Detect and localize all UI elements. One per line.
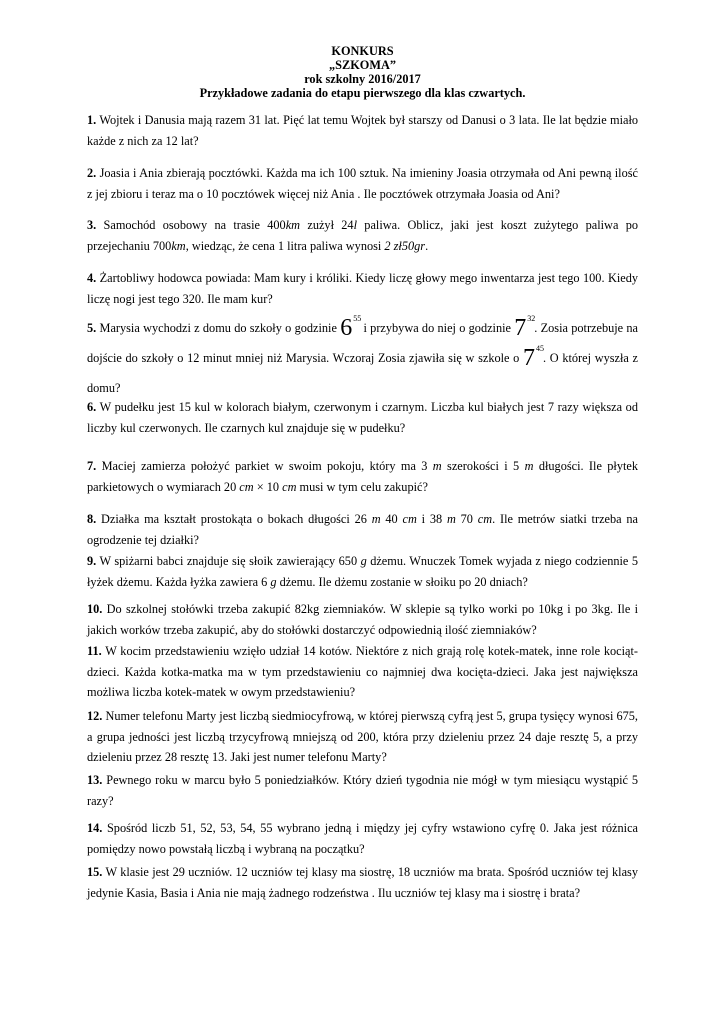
task-15 [87, 862, 638, 903]
task-10 [87, 599, 638, 640]
task-2 [87, 163, 638, 204]
task-6 [87, 397, 638, 438]
task-text: Pewnego roku w marcu było 5 poniedziałków. Który dzień tygodnia nie mógł w tym miesiącu wystąpić 5 razy? [87, 773, 638, 808]
task-text: W kocim przedstawieniu wzięło udział 14 kotów. Niektóre z nich grają rolę kotek-matek, inne role kociąt-dzieci. Każda kotka-matka ma w tym przedstawieniu co najmniej dwa kocięta-dzieci. Jaka jest największa możliwa liczba kotek-matek w owym przedstawieniu? [87, 644, 638, 699]
time-7-45: $7^{45}$ [523, 344, 545, 371]
time-7-32: $7^{32}$ [514, 314, 536, 341]
task-number: 13. [87, 773, 103, 787]
task-text: Numer telefonu Marty jest liczbą siedmiocyfrową, w której pierwszą cyfrą jest 5, grupa tysięcy wynosi 675, a grupa jedności jest liczbą trzycyfrową mniejszą od 200, która przy dzieleniu przez 24 daje resztę 5, a przy dzieleniu przez 28 resztę 13. Jaki jest numer telefonu Marty? [87, 709, 638, 764]
task-number: 10. [87, 602, 103, 616]
task-number: 11. [87, 644, 102, 658]
task-5: 5. Marysia wychodzi z domu do szkoły o godzinie $6^{55}$ i przybywa do niej o godzinie $7^{32}$. Zosia potrzebuje na dojście do szkoły o 12 minut mniej niż Marysia. Wczoraj Zosia zjawiła się w szkole o $7^{45}$. O której wyszła z domu? [87, 314, 639, 395]
task-text: Spośród liczb 51, 52, 53, 54, 55 wybrano jedną i między jej cyfry wstawiono cyfrę 0. Jaka jest różnica pomiędzy nowo powstałą liczbą i wybraną na początku? [87, 821, 638, 856]
task-text: Wojtek i Danusia mają razem 31 lat. Pięć lat temu Wojtek był starszy od Danusi o 3 lata. Ile lat będzie miało każde z nich za 12 lat? [87, 113, 639, 148]
header-subtitle: „SZKOMA” [329, 58, 396, 72]
task-text: W klasie jest 29 uczniów. 12 uczniów tej klasy ma siostrę, 18 uczniów ma brata. Spośród uczniów tej klasy jedynie Kasia, Basia i Ania nie mają żadnego rodzeństwa . Ilu uczniów tej klasy ma i siostrę i brata? [87, 865, 638, 900]
task-4 [87, 268, 638, 309]
task-text: Żartobliwy hodowca powiada: Mam kury i króliki. Kiedy liczę głowy mego inwentarza jest tego 100. Kiedy liczę nogi jest tego 320. Ile mam kur? [87, 271, 639, 306]
task-number: 14. [87, 821, 103, 835]
task-number: 7. [87, 459, 97, 473]
task-9: 9. W spiżarni babci znajduje się słoik zawierający 650 g dżemu. Wnuczek Tomek wyjada z niego codziennie 5 łyżek dżemu. Każda łyżka zawiera 6 g dżemu. Ile dżemu zostanie w słoiku po 20 dniach? [87, 554, 638, 589]
task-number: 12. [87, 709, 103, 723]
time-6-55: $6^{55}$ [340, 314, 362, 341]
task-number: 6. [87, 400, 97, 414]
task-text: Joasia i Ania zbierają pocztówki. Każda ma ich 100 sztuk. Na imieniny Joasia otrzymała od Ani pewną ilość z jej zbioru i teraz ma o 10 pocztówek więcej niż Ania . Ile pocztówek otrzymała Joasia od Ani? [87, 166, 638, 201]
task-14 [87, 818, 638, 859]
task-text: Do szkolnej stołówki trzeba zakupić 82kg ziemniaków. W sklepie są tylko worki po 10kg i po 3kg. Ile i jakich worków trzeba zakupić, aby do stołówki dostarczyć odpowiednią ilość ziemniaków? [87, 602, 638, 637]
task-7: 7. Maciej zamierza położyć parkiet w swoim pokoju, który ma 3 m szerokości i 5 m długości. Ile płytek parkietowych o wymiarach 20 cm × 10 cm musi w tym celu zakupić? [87, 459, 638, 494]
task-text: W pudełku jest 15 kul w kolorach białym, czerwonym i czarnym. Liczba kul białych jest 7 razy większa od liczby kul czerwonych. Ile czarnych kul znajduje się w pudełku? [87, 400, 638, 435]
task-1 [87, 110, 638, 151]
header-title: KONKURS [331, 44, 394, 58]
header-school-year: rok szkolny 2016/2017 [304, 72, 421, 86]
task-number: 2. [87, 166, 97, 180]
task-12 [87, 706, 638, 768]
task-number: 5. [87, 321, 97, 335]
task-8: 8. Działka ma kształt prostokąta o bokach długości 26 m 40 cm i 38 m 70 cm. Ile metrów siatki trzeba na ogrodzenie tej działki? [87, 512, 638, 547]
task-number: 15. [87, 865, 103, 879]
document-header [0, 44, 725, 100]
task-number: 3. [87, 218, 97, 232]
task-number: 1. [87, 113, 97, 127]
task-number: 9. [87, 554, 97, 568]
task-3: 3. Samochód osobowy na trasie 400km zużył 24l paliwa. Oblicz, jaki jest koszt zużytego paliwa po przejechaniu 700km, wiedząc, że cena 1 litra paliwa wynosi 2 zł50gr. [87, 218, 638, 253]
task-number: 8. [87, 512, 97, 526]
task-number: 4. [87, 271, 97, 285]
task-13 [87, 770, 638, 811]
task-11 [87, 641, 638, 703]
header-description: Przykładowe zadania do etapu pierwszego dla klas czwartych. [199, 86, 526, 100]
